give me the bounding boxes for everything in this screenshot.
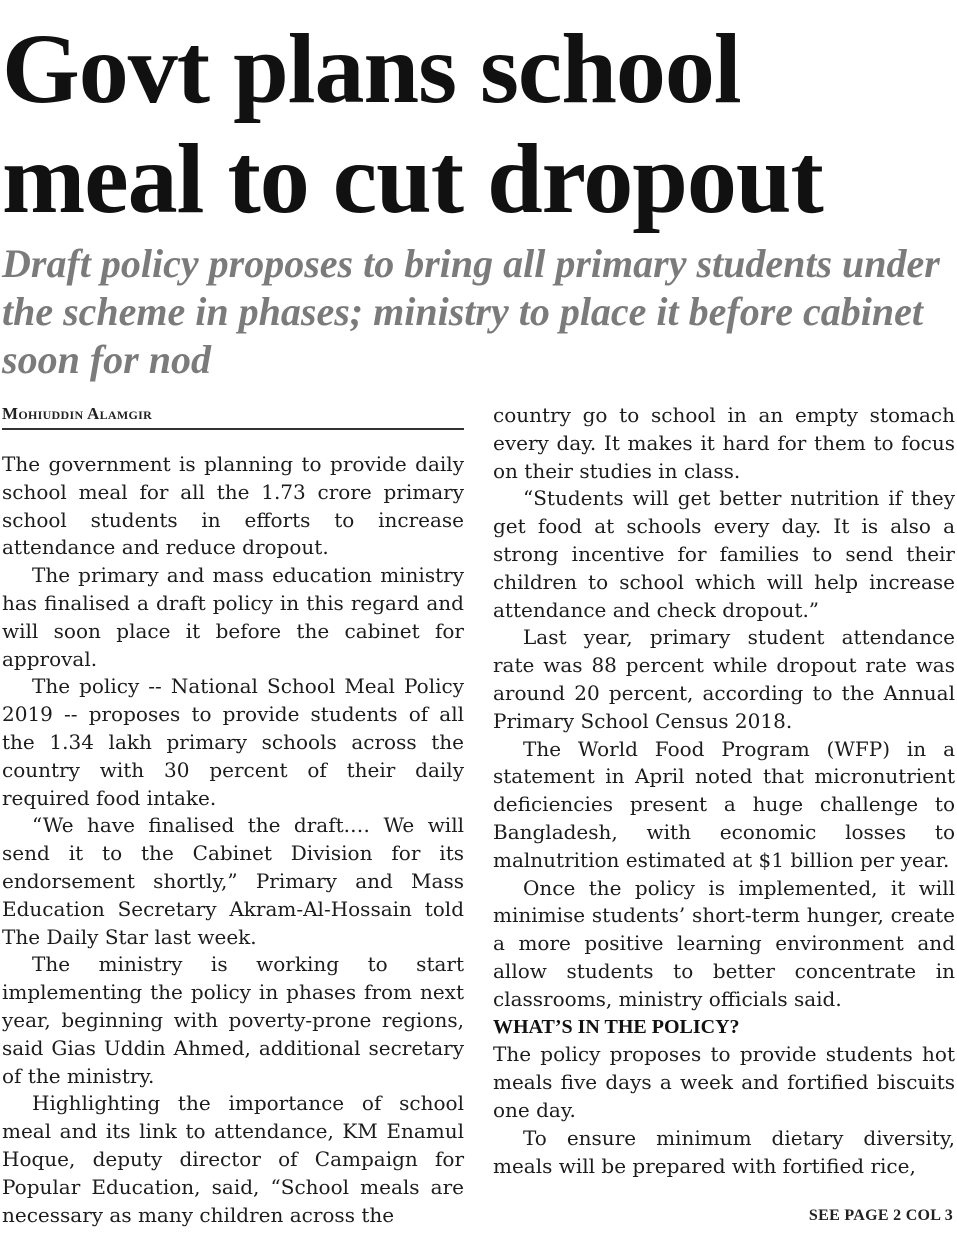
paragraph: The World Food Program (WFP) in a statement in April noted that micronutrient deficiencies present a huge challenge to Bangladesh, with economic losses to malnutrition estimated at $1 billion per year. (493, 736, 955, 872)
article-column-right (493, 402, 955, 1180)
paragraph: Highlighting the importance of school meal and its link to attendance, KM Enamul Hoque, deputy director of Campaign for Popular Education, said, “School meals are necessary as many children across the (2, 1091, 464, 1227)
paragraph: “Students will get better nutrition if they get food at schools every day. It is also a strong incentive for families to send their children to school which will help increase attendance and check dropout.” (493, 486, 955, 622)
paragraph: Once the policy is implemented, it will minimise students’ short-term hunger, create a more positive learning environment and allow students to better concentrate in classrooms, ministry officials said. (493, 875, 955, 1011)
deck-subtitle: Draft policy proposes to bring all primary students under the scheme in phases; ministry to place it before cabinet soon for nod (2, 241, 940, 382)
continued-on-page-link[interactable]: SEE PAGE 2 COL 3 (808, 1207, 953, 1224)
paragraph: The government is planning to provide daily school meal for all the 1.73 crore primary school students in efforts to increase attendance and reduce dropout. (2, 452, 464, 560)
paragraph: The ministry is working to start implementing the policy in phases from next year, beginning with poverty-prone regions, said Gias Uddin Ahmed, additional secretary of the ministry. (2, 952, 464, 1088)
headline: Govt plans school meal to cut dropout (2, 13, 823, 234)
paragraph: The policy -- National School Meal Policy 2019 -- proposes to provide students of all the 1.34 lakh primary schools across the country with 30 percent of their daily required food intake. (2, 674, 464, 810)
paragraph-continued: country go to school in an empty stomach every day. It makes it hard for them to focus on their studies in class. (493, 403, 955, 483)
article-column-left (2, 451, 464, 1229)
paragraph: Last year, primary student attendance rate was 88 percent while dropout rate was around 20 percent, according to the Annual Primary School Census 2018. (493, 625, 955, 733)
paragraph: The policy proposes to provide students hot meals five days a week and fortified biscuits one day. (493, 1042, 955, 1122)
section-subhead: WHAT’S IN THE POLICY? (493, 1015, 740, 1038)
byline: Mohiuddin Alamgir (2, 404, 464, 430)
paragraph: To ensure minimum dietary diversity, meals will be prepared with fortified rice, (493, 1125, 955, 1178)
paragraph: “We have finalised the draft.… We will send it to the Cabinet Division for its endorsement shortly,” Primary and Mass Education Secretary Akram-Al-Hossain told The Daily Star last week. (2, 813, 464, 949)
paragraph: The primary and mass education ministry has finalised a draft policy in this regard and will soon place it before the cabinet for approval. (2, 563, 464, 671)
